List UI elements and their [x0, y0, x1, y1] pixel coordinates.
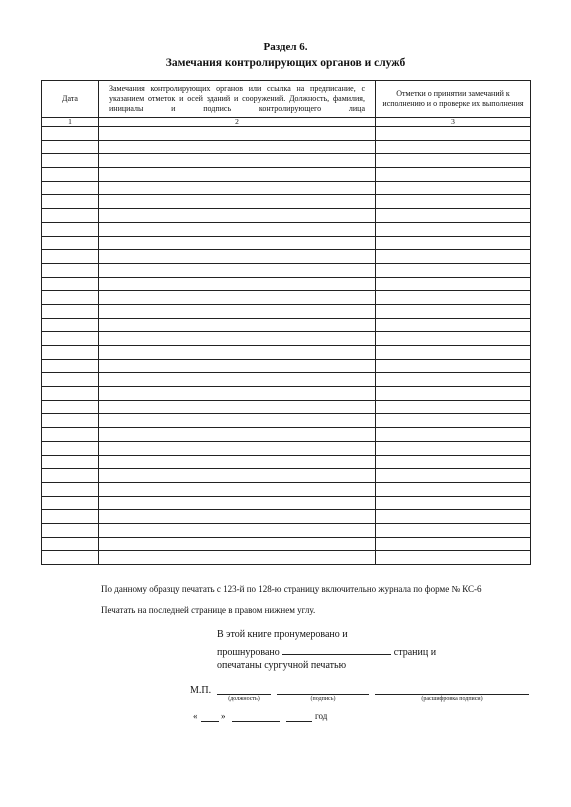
column-header-date: Дата: [42, 81, 99, 118]
remarks-cell[interactable]: [99, 222, 376, 236]
date-cell[interactable]: [42, 359, 99, 373]
table-row: [42, 140, 531, 154]
decoding-line[interactable]: [375, 694, 529, 695]
remarks-cell[interactable]: [99, 209, 376, 223]
remarks-cell[interactable]: [99, 551, 376, 565]
column-number-3: 3: [376, 118, 531, 127]
date-cell[interactable]: [42, 181, 99, 195]
marks-cell[interactable]: [376, 469, 531, 483]
table-row: [42, 400, 531, 414]
remarks-cell[interactable]: [99, 373, 376, 387]
remarks-cell[interactable]: [99, 250, 376, 264]
table-row: [42, 222, 531, 236]
remarks-cell[interactable]: [99, 496, 376, 510]
month-blank[interactable]: [232, 721, 280, 722]
page-title: Замечания контролирующих органов и служб: [165, 57, 406, 69]
table-row: [42, 359, 531, 373]
date-cell[interactable]: [42, 482, 99, 496]
marks-cell[interactable]: [376, 277, 531, 291]
remarks-cell[interactable]: [99, 263, 376, 277]
marks-cell[interactable]: [376, 496, 531, 510]
day-blank[interactable]: [201, 721, 219, 722]
remarks-cell[interactable]: [99, 332, 376, 346]
remarks-cell[interactable]: [99, 304, 376, 318]
remarks-cell[interactable]: [99, 441, 376, 455]
date-cell[interactable]: [42, 195, 99, 209]
table-body: [42, 127, 531, 565]
signature-caption: (подпись): [310, 696, 336, 702]
marks-cell[interactable]: [376, 127, 531, 141]
date-cell[interactable]: [42, 318, 99, 332]
remarks-cell[interactable]: [99, 291, 376, 305]
date-cell[interactable]: [42, 400, 99, 414]
table-row: [42, 304, 531, 318]
date-cell[interactable]: [42, 373, 99, 387]
date-cell[interactable]: [42, 277, 99, 291]
remarks-cell[interactable]: [99, 195, 376, 209]
marks-cell[interactable]: [376, 441, 531, 455]
column-number-2: 2: [99, 118, 376, 127]
table-row: [42, 441, 531, 455]
date-open-quote: «: [193, 711, 198, 721]
marks-cell[interactable]: [376, 209, 531, 223]
table-row: [42, 263, 531, 277]
date-cell[interactable]: [42, 510, 99, 524]
position-line[interactable]: [217, 694, 271, 695]
remarks-cell[interactable]: [99, 140, 376, 154]
table-row: [42, 537, 531, 551]
page-count-blank[interactable]: [282, 645, 391, 655]
date-cell[interactable]: [42, 154, 99, 168]
table-row: [42, 510, 531, 524]
book-line2-suffix: страниц и: [393, 647, 437, 658]
marks-cell[interactable]: [376, 318, 531, 332]
marks-cell[interactable]: [376, 332, 531, 346]
column-header-marks: Отметки о принятии замечаний к исполнению и о проверке их выполнения: [376, 81, 531, 118]
date-cell[interactable]: [42, 441, 99, 455]
marks-cell[interactable]: [376, 140, 531, 154]
book-line2-prefix: прошнуровано: [217, 647, 280, 658]
marks-cell[interactable]: [376, 551, 531, 565]
date-cell[interactable]: [42, 496, 99, 510]
date-cell[interactable]: [42, 168, 99, 182]
date-cell[interactable]: [42, 127, 99, 141]
marks-cell[interactable]: [376, 291, 531, 305]
date-cell[interactable]: [42, 332, 99, 346]
marks-cell[interactable]: [376, 537, 531, 551]
remarks-cell[interactable]: [99, 428, 376, 442]
remarks-cell[interactable]: [99, 523, 376, 537]
date-cell[interactable]: [42, 222, 99, 236]
date-cell[interactable]: [42, 346, 99, 360]
remarks-cell[interactable]: [99, 277, 376, 291]
table-row: [42, 332, 531, 346]
date-cell[interactable]: [42, 291, 99, 305]
table-row: [42, 181, 531, 195]
remarks-cell[interactable]: [99, 537, 376, 551]
column-header-remarks: Замечания контролирующих органов или ссылка на предписание, с указанием отметок и осей зданий и сооружений. Должность, фамилия, инициалы и подпись контролирующего лица: [99, 81, 376, 118]
table-row: [42, 455, 531, 469]
table-row: [42, 168, 531, 182]
marks-cell[interactable]: [376, 387, 531, 401]
table-row: [42, 551, 531, 565]
table-row: [42, 127, 531, 141]
year-blank[interactable]: [286, 721, 312, 722]
date-cell[interactable]: [42, 414, 99, 428]
year-label: год: [315, 711, 328, 721]
marks-cell[interactable]: [376, 195, 531, 209]
position-caption: (должность): [228, 696, 260, 702]
remarks-cell[interactable]: [99, 414, 376, 428]
print-location-note: Печатать на последней странице в правом нижнем углу.: [101, 605, 316, 615]
table-row: [42, 195, 531, 209]
stamp-place-label: М.П.: [190, 685, 212, 696]
marks-cell[interactable]: [376, 414, 531, 428]
remarks-cell[interactable]: [99, 482, 376, 496]
marks-cell[interactable]: [376, 222, 531, 236]
table-row: [42, 318, 531, 332]
table-row: [42, 523, 531, 537]
column-number-1: 1: [42, 118, 99, 127]
date-cell[interactable]: [42, 551, 99, 565]
marks-cell[interactable]: [376, 510, 531, 524]
marks-cell[interactable]: [376, 346, 531, 360]
remarks-cell[interactable]: [99, 359, 376, 373]
marks-cell[interactable]: [376, 168, 531, 182]
remarks-cell[interactable]: [99, 469, 376, 483]
marks-cell[interactable]: [376, 373, 531, 387]
book-certification-line2: [217, 645, 436, 658]
remarks-table: [41, 80, 531, 565]
table-header-row: [42, 81, 531, 118]
remarks-cell[interactable]: [99, 318, 376, 332]
table-row: [42, 209, 531, 223]
table-row: [42, 414, 531, 428]
table-row: [42, 250, 531, 264]
marks-cell[interactable]: [376, 154, 531, 168]
table-row: [42, 428, 531, 442]
table-row: [42, 496, 531, 510]
date-cell[interactable]: [42, 236, 99, 250]
remarks-cell[interactable]: [99, 181, 376, 195]
table-row: [42, 291, 531, 305]
marks-cell[interactable]: [376, 400, 531, 414]
date-close-quote: »: [221, 711, 226, 721]
remarks-cell[interactable]: [99, 400, 376, 414]
date-cell[interactable]: [42, 263, 99, 277]
remarks-cell[interactable]: [99, 387, 376, 401]
decoding-caption: (расшифровка подписи): [421, 696, 483, 702]
marks-cell[interactable]: [376, 263, 531, 277]
marks-cell[interactable]: [376, 304, 531, 318]
date-cell[interactable]: [42, 304, 99, 318]
marks-cell[interactable]: [376, 359, 531, 373]
table-row: [42, 154, 531, 168]
table-row: [42, 387, 531, 401]
remarks-cell[interactable]: [99, 346, 376, 360]
book-certification-line3: опечатаны сургучной печатью: [217, 660, 347, 671]
remarks-cell[interactable]: [99, 154, 376, 168]
book-certification-line1: В этой книге пронумеровано и: [217, 629, 348, 640]
marks-cell[interactable]: [376, 482, 531, 496]
signature-line[interactable]: [277, 694, 369, 695]
remarks-cell[interactable]: [99, 127, 376, 141]
remarks-cell[interactable]: [99, 510, 376, 524]
marks-cell[interactable]: [376, 523, 531, 537]
column-numbers-row: [42, 118, 531, 127]
date-cell[interactable]: [42, 209, 99, 223]
date-cell[interactable]: [42, 523, 99, 537]
table-row: [42, 346, 531, 360]
table-row: [42, 236, 531, 250]
remarks-cell[interactable]: [99, 455, 376, 469]
marks-cell[interactable]: [376, 236, 531, 250]
table-row: [42, 482, 531, 496]
print-instruction: По данному образцу печатать с 123-й по 128-ю страницу включительно журнала по форме № КС-6: [101, 584, 482, 594]
date-cell[interactable]: [42, 250, 99, 264]
date-cell[interactable]: [42, 537, 99, 551]
table-row: [42, 469, 531, 483]
marks-cell[interactable]: [376, 181, 531, 195]
date-cell[interactable]: [42, 387, 99, 401]
remarks-cell[interactable]: [99, 168, 376, 182]
date-cell[interactable]: [42, 140, 99, 154]
remarks-cell[interactable]: [99, 236, 376, 250]
date-cell[interactable]: [42, 469, 99, 483]
table-row: [42, 277, 531, 291]
marks-cell[interactable]: [376, 455, 531, 469]
date-cell[interactable]: [42, 455, 99, 469]
marks-cell[interactable]: [376, 250, 531, 264]
section-heading: Раздел 6.: [263, 41, 308, 53]
date-cell[interactable]: [42, 428, 99, 442]
table-row: [42, 373, 531, 387]
marks-cell[interactable]: [376, 428, 531, 442]
